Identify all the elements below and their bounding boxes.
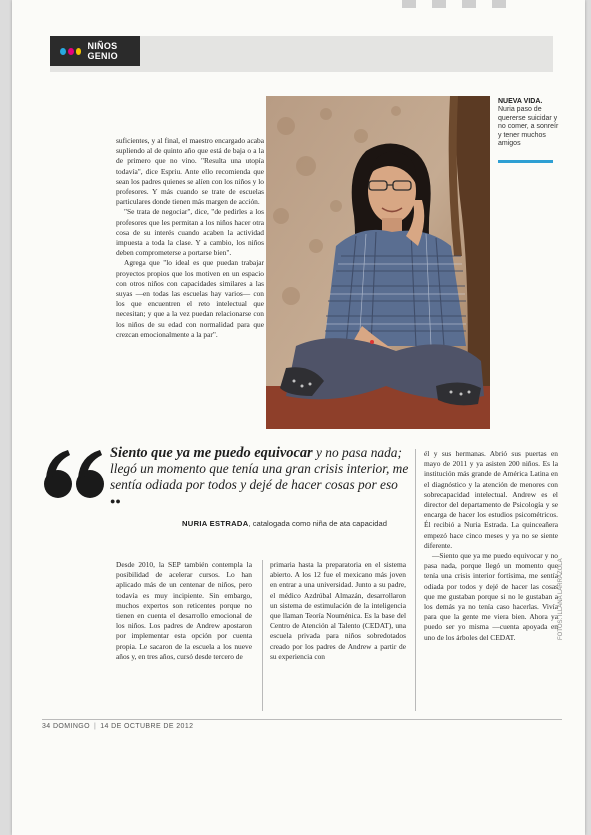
column-divider [262, 560, 263, 711]
article-column-lower-middle [270, 560, 406, 662]
article-column-lower-left [116, 560, 252, 662]
paragraph: Agrega que "lo ideal es que puedan trabajar proyectos propios que los motiven en un espacio con otros niños con capacidades similares a las suyas —en todas las escuelas hay varios— con los que encuentren el reto intelectual que necesitan; y que a la vez puedan relacionarse con los niños de su edad con normalidad para que crezcan emocionalmente a la par". [116, 258, 264, 339]
quote-attribution-name: NURIA ESTRADA [182, 519, 249, 528]
portrait-photo [266, 96, 490, 429]
caption-text: Nuria paso de quererse suicidar y no comer, a sonreír y tener muchos amigos [498, 106, 559, 148]
magazine-page [12, 0, 585, 835]
pull-quote-body: y no pasa nada; llegó un momento que tenía una gran crisis interior, me sentía odiada por todos y dejé de hacer cosas por eso [110, 445, 409, 492]
issue-date: 14 DE OCTUBRE DE 2012 [100, 723, 194, 730]
paragraph: primaria hasta la preparatoria en el sistema abierto. A los 12 fue el mexicano más joven en entrar a una universidad. Junto a su padre, el médico Azdrúbal Almazán, desarrollaron un sistema de estimulación de la inteligencia que llaman Teoría Nouménica. Es la base del Centro de Atención al Talento (CEDAT), una escuela privada para niños sobredotados creado por los padres de Andrew a partir de su experiencia con [270, 560, 406, 661]
paragraph: él y sus hermanas. Abrió sus puertas en mayo de 2011 y ya asisten 200 niños. Es la institución más grande de América Latina en el diagnóstico y la atención de menores con sobrecapacidad intelectual. Andrew es el director del departamento de Psicología y se encarga de hacer los estudios psicométricos. Él recibió a Nuria Estrada. La quinceañera empezó hace cinco meses y ya no se siente diferente. [424, 449, 558, 550]
color-dot-icon [76, 48, 82, 55]
paragraph: Desde 2010, la SEP también contempla la posibilidad de acelerar cursos. Lo han aplicado más de un centenar de niños, pero todavía es muy incipiente. Sin embargo, muchos expertos son reticentes porque no tienen en cuenta el desarrollo emocional de los niños. Los padres de Andrew apostaron por implementar esta opción por cuenta propia. Le sacaron de la escuela a los nueve años y, en tres años, cursó desde tercero de [116, 560, 252, 661]
paragraph: suficientes, y al final, el maestro encargado acaba supliendo al de quinto año que está de baja o a la de primero que no vino. "Resulta una utopía todavía", dice Espriu. Ante ello recomienda que sean los padres quienes se alíen con los niños y lo profesores. Y más cuando se trate de escuelas particulares donde tienen más margen de acción. [116, 136, 264, 207]
article-column-right [424, 449, 558, 643]
pull-quote [110, 445, 410, 509]
column-divider [415, 449, 416, 711]
paragraph: —Siento que ya me puedo equivocar y no pasa nada, porque llegó un momento que tenía una crisis interior fortísima, me sentía odiada por todos y dejé de hacer las cosas que me gustaban porque si no le gustaban a los demás ya no tenía caso hacerlas. Vivía para que la gente me viera bien. Ahora ya puedo ser yo misma —cuenta apoyada en uno de los árboles del CEDAT. [424, 551, 558, 642]
quote-attribution-role: , catalogada como niña de ata capacidad [248, 519, 387, 528]
color-dot-icon [68, 48, 74, 55]
paragraph: "Se trata de negociar", dice, "de pedirles a los profesores que les permitan a los niños hacer otra cosa de su interés cuando acaben la actividad impuesta a toda la clase. Y a cambio, los niños deben comprometerse a portarse bien". [116, 207, 264, 258]
footer-rule [42, 719, 562, 720]
section-tag [50, 36, 140, 66]
page-footer: 34 DOMINGO | 14 DE OCTUBRE DE 2012 [42, 723, 194, 730]
caption-accent-rule [498, 160, 553, 163]
quote-attribution [182, 519, 422, 528]
section-label: NIÑOS GENIO [87, 41, 118, 61]
page-number: 34 [42, 723, 51, 730]
magazine-name: DOMINGO [52, 723, 90, 730]
color-dot-icon [60, 48, 66, 55]
article-column-upper [116, 136, 264, 340]
closing-quote-icon: ●● [110, 496, 121, 506]
register-marks [392, 0, 542, 10]
caption-title: NUEVA VIDA. [498, 98, 543, 105]
photo-caption [498, 98, 560, 148]
quote-mark-icon [42, 448, 106, 500]
photo-illustration [266, 96, 490, 429]
photo-credit: FOTOS: ILLANA LARRAZOLA [558, 558, 564, 640]
pull-quote-opening: Siento que ya me puedo equivocar [110, 445, 313, 461]
